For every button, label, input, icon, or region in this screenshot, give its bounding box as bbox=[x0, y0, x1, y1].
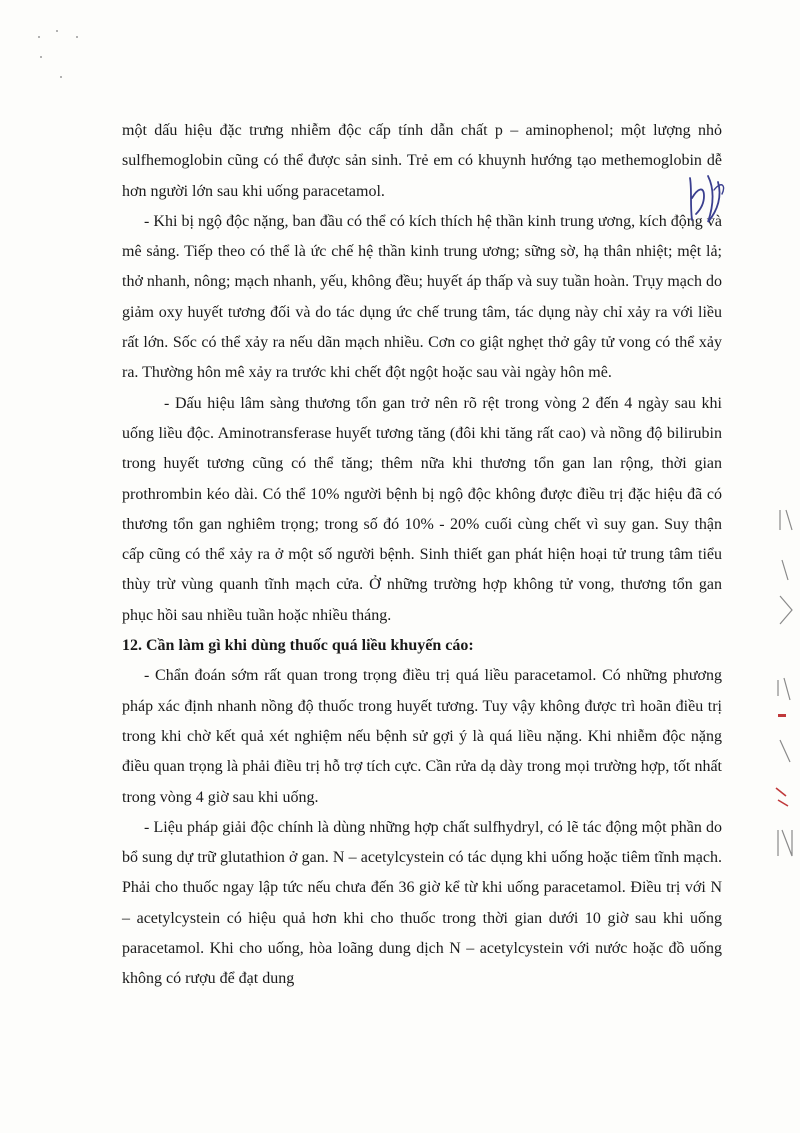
paragraph-early-diagnosis: - Chẩn đoán sớm rất quan trong trọng điều trị quá liều paracetamol. Có những phương pháp xác định nhanh nồng độ thuốc trong huyết tương. Tuy vậy không được trì hoãn điều trị trong khi chờ kết quả xét nghiệm nếu bệnh sử gợi ý là quá liều nặng. Khi nhiễm độc nặng điều quan trọng là phải điều trị hỗ trợ tích cực. Cần rửa dạ dày trong mọi trường hợp, tốt nhất trong vòng 4 giờ sau khi uống. bbox=[122, 667, 722, 806]
scan-speck bbox=[56, 30, 58, 32]
scan-speck bbox=[76, 36, 78, 38]
edge-stamp-marks bbox=[772, 500, 800, 860]
body-text bbox=[122, 116, 722, 995]
paragraph-liver-damage: - Dấu hiệu lâm sàng thương tổn gan trở nên rõ rệt trong vòng 2 đến 4 ngày sau khi uống liều độc. Aminotransferase huyết tương tăng (đôi khi tăng rất cao) và nồng độ bilirubin trong huyết tương cũng có thể tăng; thêm nữa khi thương tổn gan lan rộng, thời gian prothrombin kéo dài. Có thể 10% người bệnh bị ngộ độc không được điều trị đặc hiệu đã có thương tổn gan nghiêm trọng; trong số đó 10% - 20% cuối cùng chết vì suy gan. Suy thận cấp cũng có thể xảy ra ở một số người bệnh. Sinh thiết gan phát hiện hoại tử trung tâm tiểu thùy trừ vùng quanh tĩnh mạch cửa. Ở những trường hợp không tử vong, thương tổn gan phục hồi sau nhiều tuần hoặc nhiều tháng. bbox=[122, 394, 722, 624]
handwritten-initials bbox=[678, 170, 726, 230]
paragraph-severe-poisoning: - Khi bị ngộ độc nặng, ban đầu có thể có kích thích hệ thần kinh trung ương, kích động và mê sảng. Tiếp theo có thể là ức chế hệ thần kinh trung ương; sững sờ, hạ thân nhiệt; mệt lả; thở nhanh, nông; mạch nhanh, yếu, không đều; huyết áp thấp và suy tuần hoàn. Trụy mạch do giảm oxy huyết tương đối và do tác dụng ức chế trung tâm, tác dụng này chỉ xảy ra với liều rất lớn. Sốc có thể xảy ra nếu dãn mạch nhiều. Cơn co giật nghẹt thở gây tử vong có thể xảy ra. Thường hôn mê xảy ra trước khi chết đột ngột hoặc sau vài ngày hôn mê. bbox=[122, 212, 722, 382]
section-heading: 12. Cần làm gì khi dùng thuốc quá liều khuyến cáo: bbox=[122, 637, 474, 655]
scan-speck bbox=[40, 56, 42, 58]
paragraph-antidote-therapy: - Liệu pháp giải độc chính là dùng những hợp chất sulfhydryl, có lẽ tác động một phần do bổ sung dự trữ glutathion ở gan. N – acetylcystein có tác dụng khi uống hoặc tiêm tĩnh mạch. Phải cho thuốc ngay lập tức nếu chưa đến 36 giờ kể từ khi uống paracetamol. Điều trị với N – acetylcystein có hiệu quả hơn khi cho thuốc trong thời gian dưới 10 giờ sau khi uống paracetamol. Khi cho uống, hòa loãng dung dịch N – acetylcystein với nước hoặc đồ uống không có rượu để đạt dung bbox=[122, 818, 722, 988]
paragraph-continuation: một dấu hiệu đặc trưng nhiễm độc cấp tính dẫn chất p – aminophenol; một lượng nhỏ sulfhemoglobin cũng có thể được sản sinh. Trẻ em có khuynh hướng tạo methemoglobin dễ hơn người lớn sau khi uống paracetamol. bbox=[122, 122, 722, 200]
scan-speck bbox=[60, 76, 62, 78]
scan-speck bbox=[38, 36, 40, 38]
